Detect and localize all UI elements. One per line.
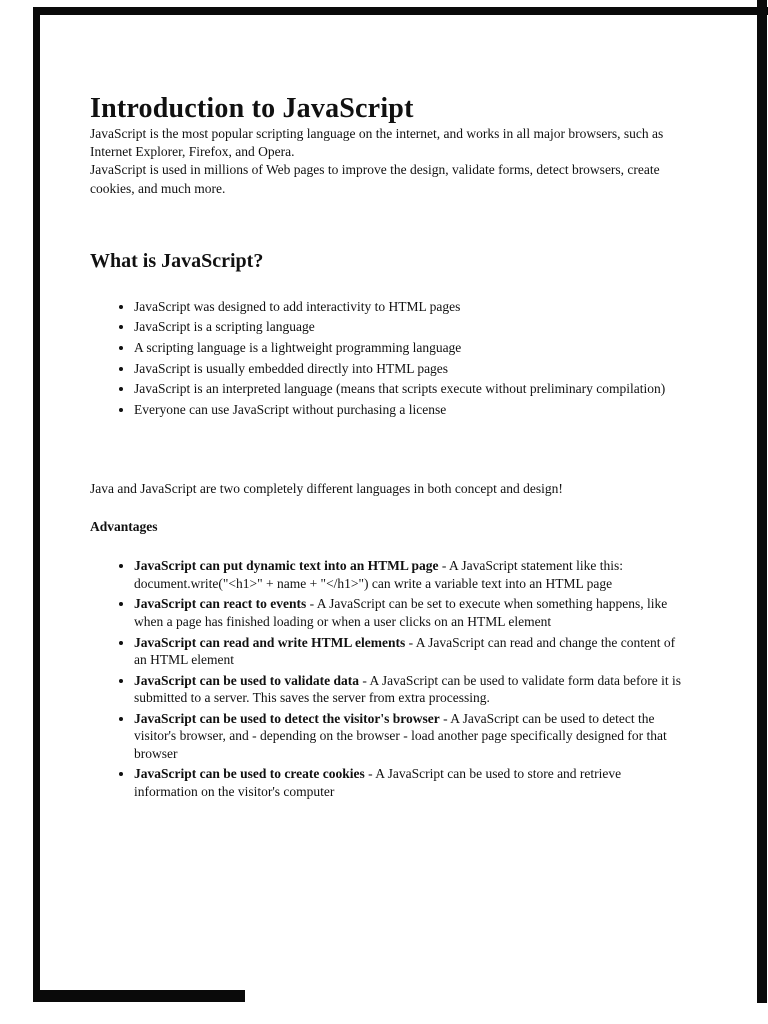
- list-item: • A scripting language is a lightweight programming language: [134, 339, 682, 357]
- page-border-bottom: [33, 990, 245, 1002]
- page-title: Introduction to JavaScript: [90, 93, 414, 124]
- advantage-description: - A JavaScript can be set to execute when something happens, like when a page has finished loading or when a user clicks on an HTML element: [134, 596, 668, 630]
- advantage-title: JavaScript can be used to detect the visitor's browser: [134, 710, 440, 726]
- intro-paragraph: JavaScript is used in millions of Web pages to improve the design, validate forms, detect browsers, create cookies, and much more.: [90, 162, 660, 196]
- list-item: • JavaScript was designed to add interactivity to HTML pages: [134, 298, 682, 316]
- note-paragraph: Java and JavaScript are two completely different languages in both concept and design!: [90, 481, 563, 497]
- advantage-title: JavaScript can put dynamic text into an HTML page: [134, 558, 439, 574]
- list-item: [134, 672, 682, 707]
- section-heading-what-is-javascript: What is JavaScript?: [90, 249, 264, 272]
- advantages-bullet-list: [90, 557, 682, 800]
- list-item: • JavaScript is a scripting language: [134, 318, 682, 336]
- advantages-heading: Advantages: [90, 519, 158, 535]
- list-item: [134, 765, 682, 800]
- list-item: [134, 557, 682, 592]
- list-item: [134, 634, 682, 669]
- advantage-description: - A JavaScript can be used to validate form data before it is submitted to a server. This saves the server from extra processing.: [134, 672, 682, 706]
- document-page: [90, 0, 682, 803]
- advantage-title: JavaScript can read and write HTML elements: [134, 634, 406, 650]
- advantage-title: JavaScript can be used to create cookies: [134, 766, 365, 782]
- advantage-description: - A JavaScript can read and change the content of an HTML element: [134, 634, 676, 668]
- intro-paragraph: JavaScript is the most popular scripting language on the internet, and works in all major browsers, such as Internet Explorer, Firefox, and Opera.: [90, 126, 664, 160]
- advantage-description: - A JavaScript can be used to store and retrieve information on the visitor's computer: [134, 766, 622, 799]
- what-is-bullet-list: [90, 298, 682, 418]
- list-item: [134, 710, 682, 763]
- page-border-left: [33, 7, 40, 1002]
- advantage-title: JavaScript can be used to validate data: [134, 672, 360, 688]
- advantage-description: - A JavaScript can be used to detect the visitor's browser, and - depending on the browser - load another page specifically designed for that browser: [134, 710, 667, 761]
- page-border-right: [757, 0, 767, 1003]
- list-item: • Everyone can use JavaScript without purchasing a license: [134, 401, 682, 419]
- list-item: [134, 595, 682, 630]
- advantage-description: - A JavaScript statement like this: document.write("<h1>" + name + "</h1>") can write a variable text into an HTML page: [134, 558, 623, 591]
- advantage-title: JavaScript can react to events: [134, 596, 307, 612]
- list-item: • JavaScript is an interpreted language (means that scripts execute without preliminary compilation): [134, 380, 682, 398]
- list-item: • JavaScript is usually embedded directly into HTML pages: [134, 360, 682, 378]
